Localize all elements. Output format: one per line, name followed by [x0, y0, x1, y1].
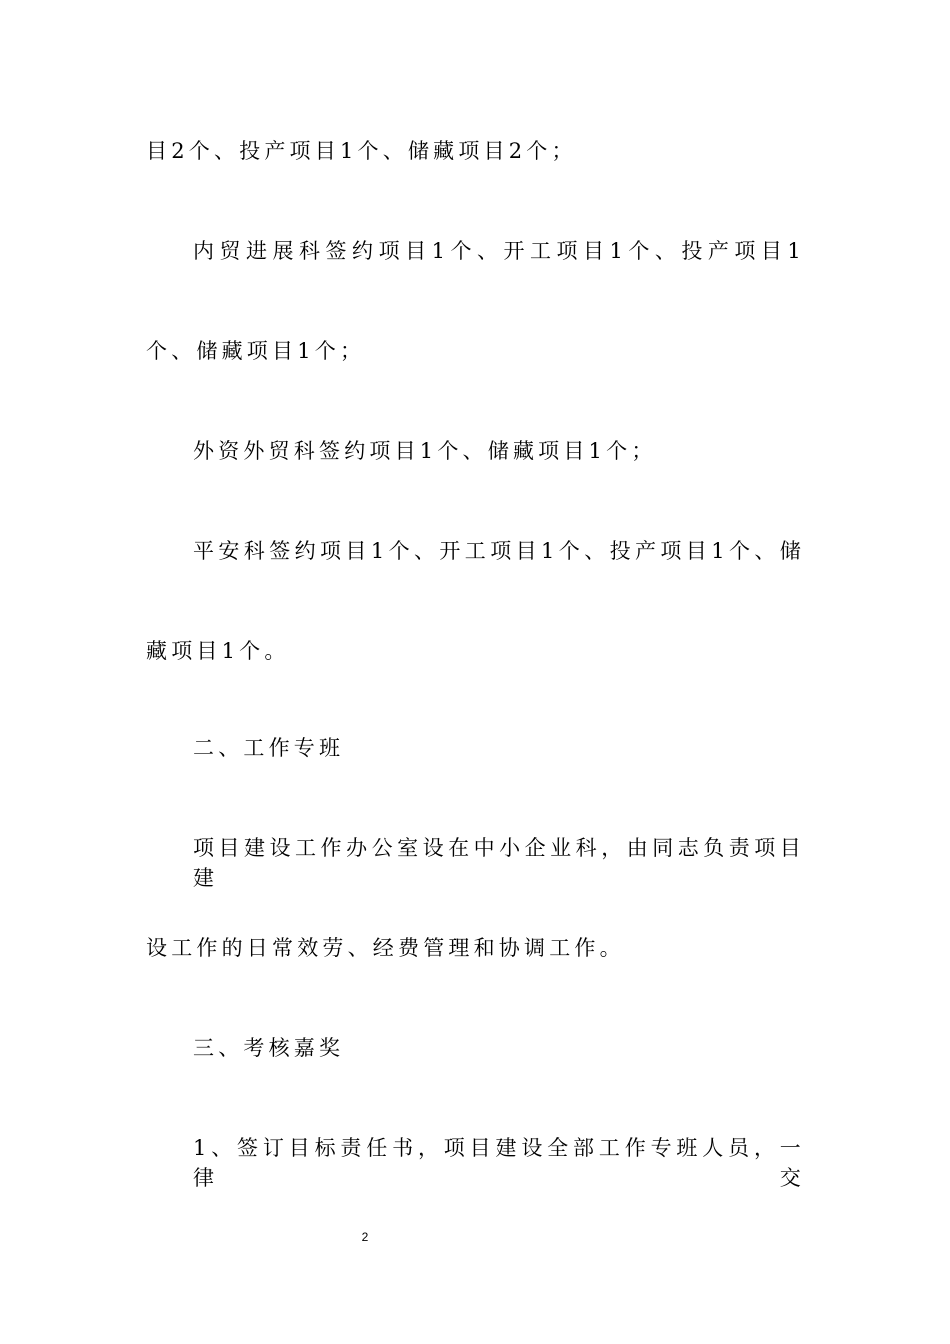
- page-number: 2: [361, 1230, 369, 1244]
- text-line-4: 外资外贸科签约项目1个、储藏项目1个；: [193, 439, 657, 463]
- section-heading-work-team: 二、工作专班: [193, 736, 345, 760]
- text-line-8: 项目建设工作办公室设在中小企业科，由同志负责项目建: [193, 836, 805, 890]
- text-line-1: 目2个、投产项目1个、储藏项目2个；: [146, 139, 577, 163]
- text-line-6: 藏项目1个。: [146, 639, 290, 663]
- text-line-11: 1、签订目标责任书，项目建设全部工作专班人员，一律交: [193, 1136, 805, 1190]
- text-line-2: 内贸进展科签约项目1个、开工项目1个、投产项目1: [193, 239, 805, 263]
- text-line-3: 个、储藏项目1个；: [146, 339, 366, 363]
- text-line-9: 设工作的日常效劳、经费管理和协调工作。: [146, 936, 625, 960]
- text-line-5: 平安科签约项目1个、开工项目1个、投产项目1个、储: [193, 539, 805, 563]
- section-heading-assessment: 三、考核嘉奖: [193, 1036, 345, 1060]
